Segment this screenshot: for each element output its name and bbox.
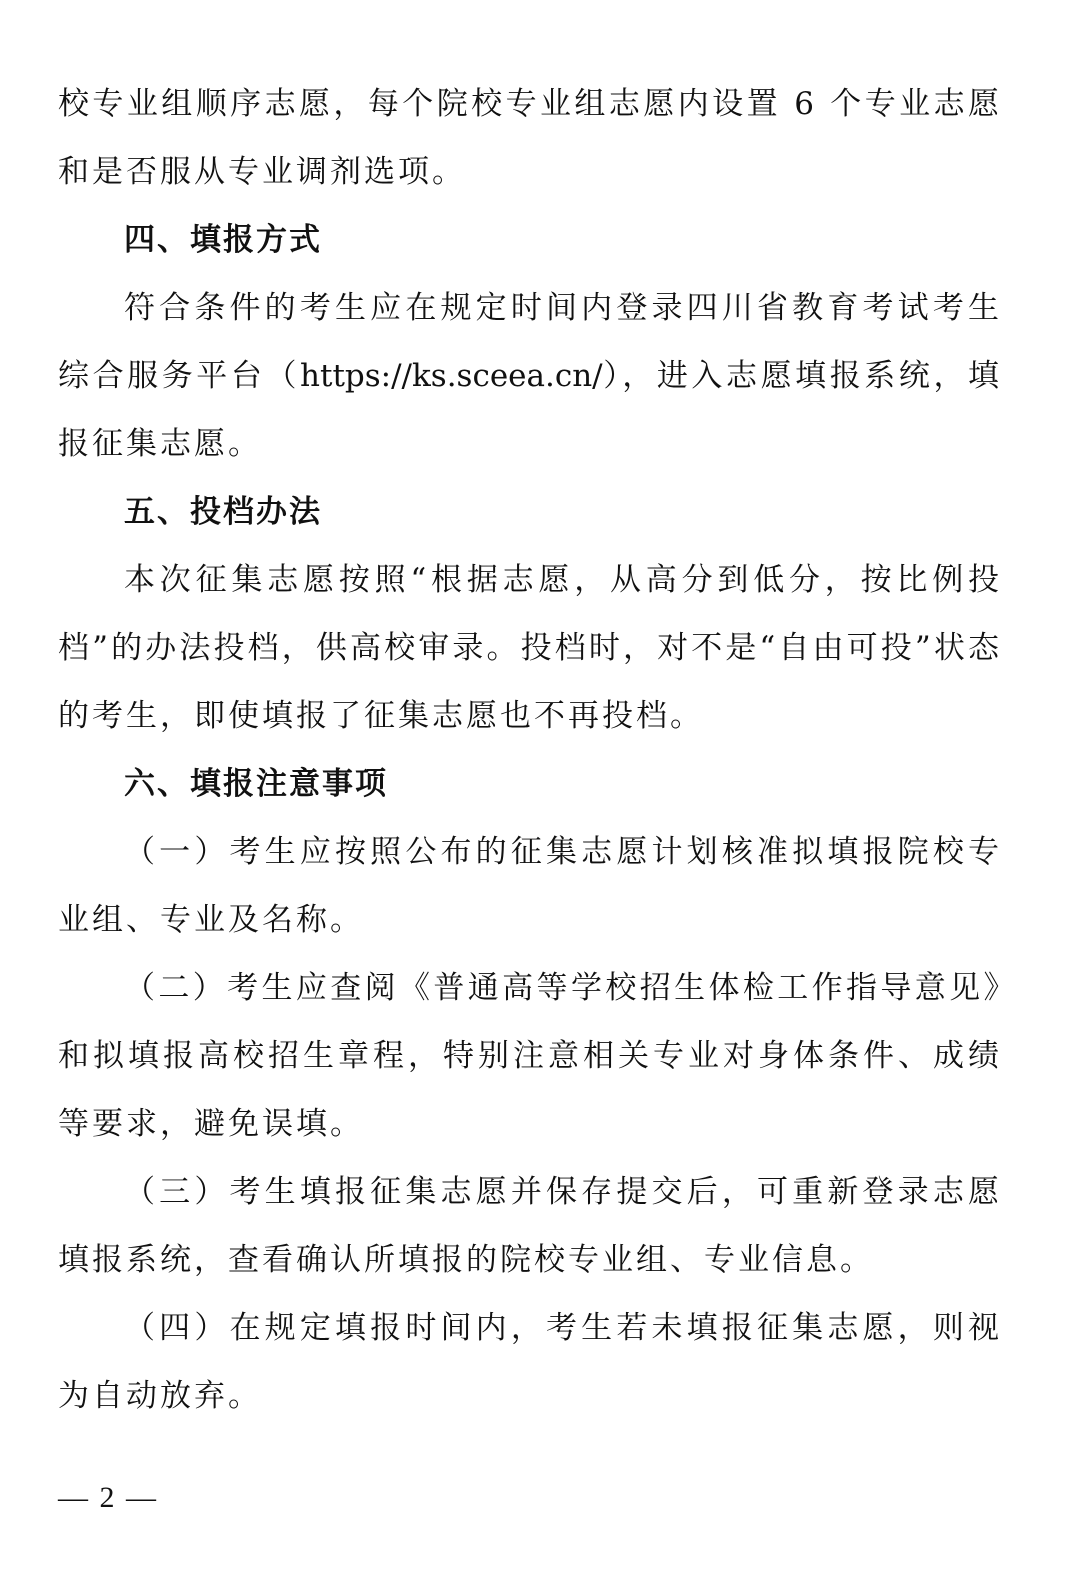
note-item-2: （二）考生应查阅《普通高等学校招生体检工作指导意见》和拟填报高校招生章程，特别注意相关专业对身体条件、成绩等要求，避免误填。 — [58, 970, 1002, 1142]
note-item-4: （四）在规定填报时间内，考生若未填报征集志愿，则视为自动放弃。 — [58, 1310, 1002, 1414]
page-number: — 2 — — [58, 1481, 158, 1514]
filling-method-text-start: 符合条件的考生应在规定时间内登录四川省教育考试考生综合服务平台（ — [58, 290, 1002, 394]
paragraph-filling-method — [58, 274, 1002, 478]
platform-url: https://ks.sceea.cn/ — [300, 358, 603, 394]
filling-method-text-end: ），进入志愿填报系统，填报征集志愿。 — [58, 358, 1003, 462]
note-item-1: （一）考生应按照公布的征集志愿计划核准拟填报院校专业组、专业及名称。 — [58, 834, 1002, 938]
heading-archiving-method: 五、投档办法 — [124, 494, 322, 530]
document-body — [58, 70, 1002, 1430]
paragraph-archiving-method: 本次征集志愿按照“根据志愿，从高分到低分，按比例投档”的办法投档，供高校审录。投档时，对不是“自由可投”状态的考生，即使填报了征集志愿也不再投档。 — [58, 562, 1002, 734]
heading-notes: 六、填报注意事项 — [124, 766, 388, 802]
note-item-3: （三）考生填报征集志愿并保存提交后，可重新登录志愿填报系统，查看确认所填报的院校专业组、专业信息。 — [58, 1174, 1002, 1278]
paragraph-volunteer-setting: 校专业组顺序志愿，每个院校专业组志愿内设置 6 个专业志愿和是否服从专业调剂选项。 — [58, 86, 1002, 190]
heading-filling-method: 四、填报方式 — [124, 222, 322, 258]
